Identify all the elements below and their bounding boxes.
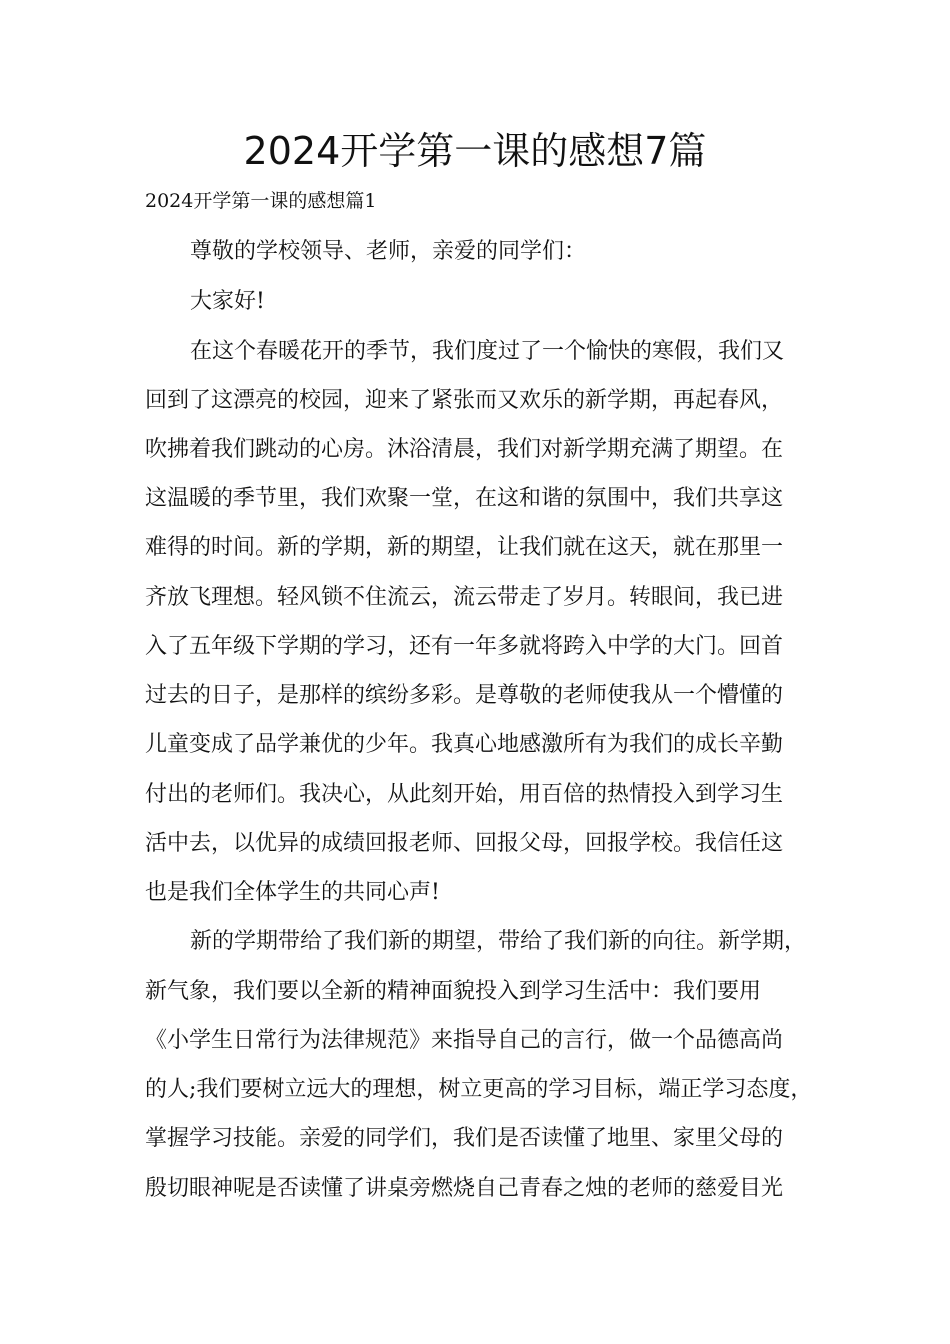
paragraph-line: 付出的老师们。我决心，从此刻开始，用百倍的热情投入到学习生 bbox=[145, 782, 784, 807]
paragraph-line: 活中去，以优异的成绩回报老师、回报父母，回报学校。我信任这 bbox=[145, 831, 784, 856]
section-heading: 2024开学第一课的感想篇1 bbox=[145, 190, 377, 212]
paragraph-line: 儿童变成了品学兼优的少年。我真心地感激所有为我们的成长辛勤 bbox=[145, 732, 784, 757]
paragraph-line: 齐放飞理想。轻风锁不住流云，流云带走了岁月。转眼间，我已进 bbox=[145, 585, 784, 610]
document-title: 2024开学第一课的感想7篇 bbox=[243, 129, 707, 173]
paragraph-line: 新气象，我们要以全新的精神面貌投入到学习生活中：我们要用 bbox=[145, 979, 762, 1004]
paragraph-line: 难得的时间。新的学期，新的期望，让我们就在这天，就在那里一 bbox=[145, 535, 784, 560]
paragraph-line: 掌握学习技能。亲爱的同学们，我们是否读懂了地里、家里父母的 bbox=[145, 1126, 784, 1151]
paragraph-line: 过去的日子，是那样的缤纷多彩。是尊敬的老师使我从一个懵懂的 bbox=[145, 683, 784, 708]
paragraph-line: 这温暖的季节里，我们欢聚一堂，在这和谐的氛围中，我们共享这 bbox=[145, 486, 784, 511]
greeting-line: 大家好! bbox=[190, 289, 265, 314]
paragraph-line: 回到了这漂亮的校园，迎来了紧张而又欢乐的新学期，再起春风， bbox=[145, 388, 784, 413]
paragraph-line: 入了五年级下学期的学习，还有一年多就将跨入中学的大门。回首 bbox=[145, 634, 784, 659]
paragraph-line: 的人;我们要树立远大的理想，树立更高的学习目标，端正学习态度， bbox=[145, 1077, 813, 1102]
paragraph-line: 吹拂着我们跳动的心房。沐浴清晨，我们对新学期充满了期望。在 bbox=[145, 437, 784, 462]
paragraph-line: 在这个春暖花开的季节，我们度过了一个愉快的寒假，我们又 bbox=[190, 339, 785, 364]
paragraph-line: 殷切眼神呢是否读懂了讲桌旁燃烧自己青春之烛的老师的慈爱目光 bbox=[145, 1176, 784, 1201]
paragraph-line: 《小学生日常行为法律规范》来指导自己的言行，做一个品德高尚 bbox=[145, 1028, 784, 1053]
paragraph-line: 新的学期带给了我们新的期望，带给了我们新的向往。新学期， bbox=[190, 929, 807, 954]
salutation-line: 尊敬的学校领导、老师，亲爱的同学们： bbox=[190, 239, 587, 264]
paragraph-line: 也是我们全体学生的共同心声! bbox=[145, 880, 440, 905]
